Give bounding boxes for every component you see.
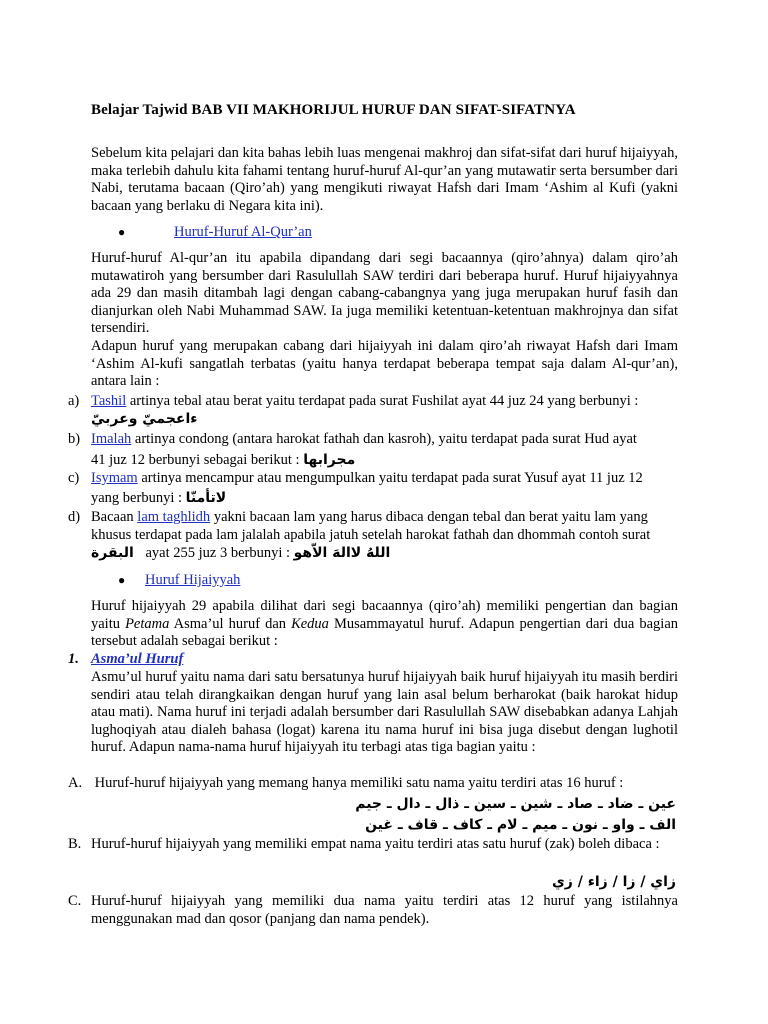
item-d-line3 — [91, 543, 390, 563]
A-text — [91, 775, 678, 793]
imalah-link[interactable]: Imalah — [91, 431, 132, 447]
item-a — [91, 393, 678, 411]
item-b-text2: 41 juz 12 berbunyi sebagai berikut : — [91, 452, 300, 468]
C-text: Huruf-huruf hijaiyyah yang memiliki dua nama yaitu terdiri atas 12 huruf yang istilahnya menggunakan mad dan qosor (panjang dan nama pendek). — [91, 893, 678, 927]
huruf-alquran-link-text[interactable]: Huruf-Huruf Al-Qur’an — [174, 224, 312, 240]
item-c-line2 — [91, 488, 226, 508]
bullet-dot: ● — [118, 573, 126, 587]
item-b — [91, 431, 678, 449]
item-c-label: c) — [68, 470, 80, 486]
page-title: Belajar Tajwid BAB VII MAKHORIJUL HURUF DAN SIFAT-SIFATNYA — [91, 102, 576, 118]
item-b-line2 — [91, 450, 355, 470]
asmaul-huruf-link[interactable]: Asma’ul Huruf — [91, 651, 184, 667]
item-c-text1: artinya mencampur atau mengumpulkan yaitu terdapat pada surat Yusuf ayat 11 juz 12 — [137, 470, 643, 486]
item-d — [91, 509, 678, 527]
B-label: B. — [68, 836, 82, 852]
A-arabic-line2 — [365, 815, 676, 835]
item-d-text1: yakni bacaan lam yang harus dibaca dengan tebal dan berat yaitu lam yang — [210, 509, 648, 525]
section1-heading[interactable] — [91, 651, 183, 669]
huruf-alquran-paragraph: Huruf-huruf Al-qur’an itu apabila dipandang dari segi bacaannya (qiro’ahnya) dalam qiro’ah mutawatiroh yang bersumber dari Rasulullah SAW terdiri dari beberapa huruf. Huruf hijaiyyahnya ada 29 dan masih ditambah lagi dengan cabang-cabangnya yang juga merupakan huruf fasih dan dianjurkan oleh Nabi Muhammad SAW. Ia juga memiliki ketentuan-ketentuan makhrojnya dan sifat tersendiri. — [91, 250, 678, 336]
B-text: Huruf-huruf hijaiyyah yang memiliki empat nama yaitu terdiri atas satu huruf (zak) boleh dibaca : — [91, 836, 660, 852]
B-arabic-line — [552, 872, 676, 892]
B-arabic: زاي / زا / زاء / زي — [551, 874, 676, 890]
item-d-line2: khusus terdapat pada lam jalalah apabila jatuh setelah harokat fathah dan dhommah contoh surat — [91, 527, 651, 543]
A-text-content: Huruf-huruf hijaiyyah yang memang hanya memiliki satu nama yaitu terdiri atas 16 huruf : — [94, 775, 624, 791]
item-d-pre: Bacaan — [91, 509, 138, 525]
item-d-arabic-surah: البقرة — [91, 545, 134, 561]
huruf-hijaiyyah-link[interactable] — [145, 572, 240, 589]
para4-kedua: Kedua — [291, 615, 329, 632]
isymam-link[interactable]: Isymam — [91, 470, 138, 486]
item-d-label: d) — [68, 509, 81, 525]
huruf-alquran-link[interactable] — [174, 224, 312, 241]
A-label: A. — [68, 775, 83, 791]
cabang-paragraph: Adapun huruf yang merupakan cabang dari hijaiyyah ini dalam qiro’ah riwayat Hafsh dari Imam ‘Ashim Al-kufi sangatlah terbatas (yaitu hanya terdapat beberapa tempat saja dalam Al-qur’an), antara lain : — [91, 338, 678, 389]
para4-petama: Petama — [125, 615, 170, 632]
item-a-arabic-line — [91, 409, 197, 429]
para4-c: Musammayatul huruf. Adapun pengertian dari dua bagian tersebut adalah sebagai berikut : — [91, 615, 679, 649]
A-arabic1: عين ـ ضاد ـ صاد ـ شين ـ سين ـ ذال ـ دال ـ جيم — [355, 796, 676, 812]
A-arabic-line1 — [355, 794, 676, 814]
item-b-text1: artinya condong (antara harokat fathah dan kasroh), yaitu terdapat pada surat Hud ayat — [131, 431, 637, 447]
para4-b: Asma’ul huruf dan — [169, 615, 292, 632]
item-c-text2: yang berbunyi : — [91, 490, 183, 506]
section1-number: 1. — [68, 651, 79, 667]
item-a-text: artinya tebal atau berat yaitu terdapat pada surat Fushilat ayat 44 juz 24 yang berbunyi : — [126, 393, 639, 409]
A-arabic2: الف ـ واو ـ نون ـ ميم ـ لام ـ كاف ـ قاف ـ غين — [365, 817, 676, 833]
para4-a: Huruf hijaiyyah 29 apabila dilihat dari segi bacaannya (qiro’ah) memiliki pengertian dan bagian yaitu — [91, 598, 678, 632]
item-c-arabic: لاتأمنّا — [185, 490, 227, 506]
item-a-label: a) — [68, 393, 80, 409]
item-b-arabic: مجرابها — [303, 452, 356, 468]
item-a-arabic: ءاعجميّ وعربيّ — [91, 411, 198, 427]
item-d-arabic-ayat: اللهُ لاالهَ الاّهو — [293, 545, 391, 561]
intro-paragraph: Sebelum kita pelajari dan kita bahas lebih luas mengenai makhroj dan sifat-sifat dari huruf hijaiyyah, maka terlebih dahulu kita fahami tentang huruf-huruf Al-qur’an yang mutawatir serta bersumber dari Nabi, terutama bacaan (Qiro’ah) yang mengikuti riwayat Hafsh dari Imam ‘Ashim al Kufi (yakni bacaan yang berlaku di Negara kita ini). — [91, 145, 678, 214]
item-c — [91, 470, 678, 488]
item-b-label: b) — [68, 431, 81, 447]
huruf-hijaiyyah-paragraph — [91, 598, 678, 651]
section1-paragraph: Asmu’ul huruf yaitu nama dari satu bersatunya huruf hijaiyyah baik huruf hijaiyyah itu masih berdiri sendiri atau telah dirangkaikan dengan huruf yang lain asal belum berharokat (baik harokat hidup atau mati). Nama huruf ini terjadi adalah bersumber dari Rasulullah SAW disebabkan adanya Lahjah lughoqiyah atau dialeh bahasa (logat) karena itu nama huruf ini bisa juga disebut dengan lughotil huruf. Adapun nama-nama huruf hijaiyyah itu terbagi atas tiga bagian yaitu : — [91, 669, 678, 755]
lam-taghlidh-link[interactable]: lam taghlidh — [137, 509, 211, 525]
bullet-dot: ● — [118, 225, 126, 239]
tashil-link[interactable]: Tashil — [91, 393, 127, 409]
C-label: C. — [68, 893, 82, 909]
huruf-hijaiyyah-link-text[interactable]: Huruf Hijaiyyah — [145, 572, 241, 588]
item-d-text3: ayat 255 juz 3 berbunyi : — [145, 545, 291, 561]
